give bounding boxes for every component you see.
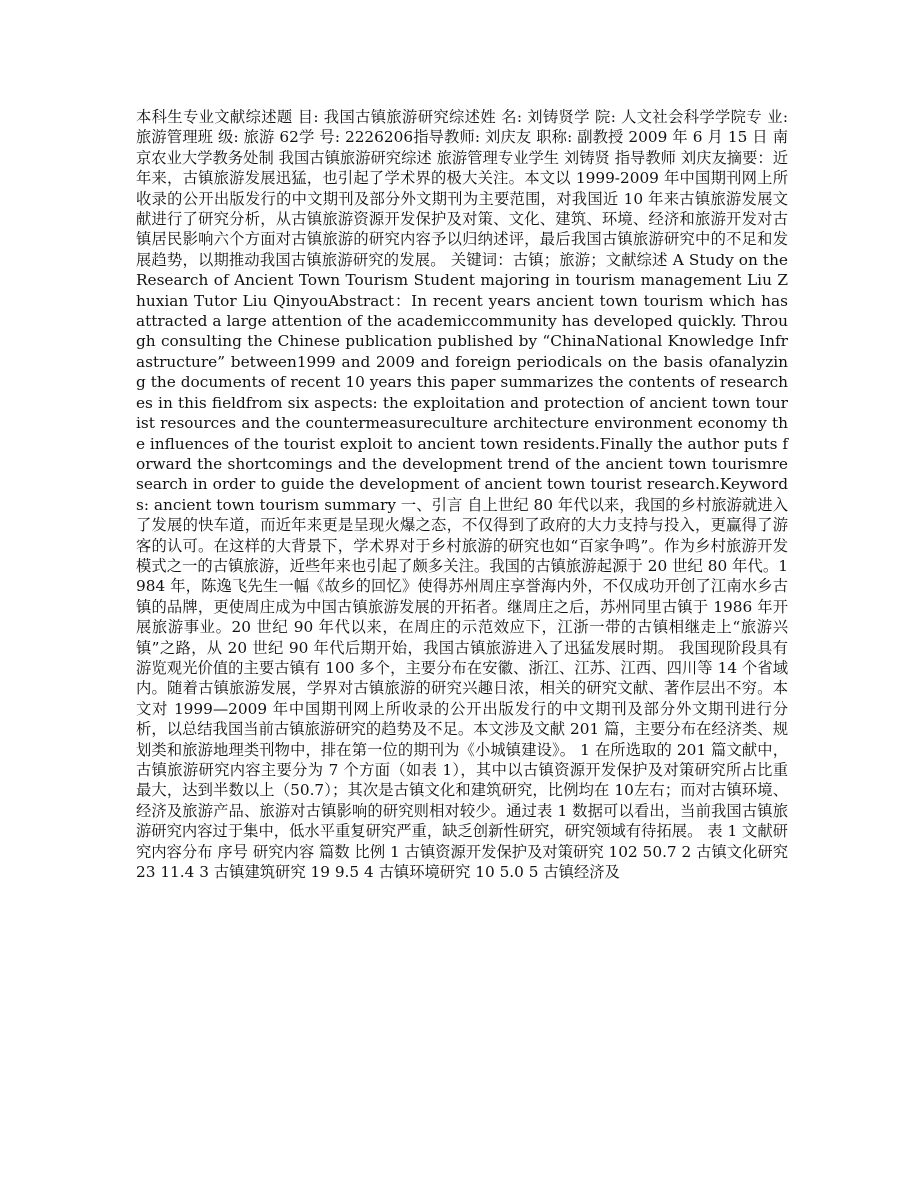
chinese-title: 我国古镇旅游研究综述 旅游管理专业学生 刘铸贤 指导教师 刘庆友 [278,148,727,167]
english-title: A Study on the Research of Ancient Town Tourism Student majoring in tourism management Liu Zhuxian Tutor Liu Qinyou [136,250,788,310]
english-abstract: Abstract：In recent years ancient town tourism which has attracted a large attention of the academiccommunity has developed quickly. Through consulting the Chinese publication published by “ChinaNational Knowledge Infrastructure” between1999 and 2009 and foreign periodicals on the basis ofanalyzing the documents of recent 10 years this paper summarizes the contents of researches in this fieldfrom six aspects: the exploitation and protection of ancient town tourist resources and the countermeasureculture architecture environment economy the influences of the tourist exploit to ancient town residents.Finally the author puts forward the shortcomings and the development trend of the ancient town tourismresearch in order to guide the development of ancient town tourist research. [136,291,788,494]
english-keywords: Keywords: ancient town tourism summary [136,475,788,514]
chinese-keywords: 关键词：古镇；旅游；文献综述 [450,250,668,269]
cover-info: 本科生专业文献综述题 目: 我国古镇旅游研究综述姓 名: 刘铸贤学 院: 人文社会科学学院专 业: 旅游管理班 级: 旅游 62学 号: 2226206指导教师: 刘庆友 职称: 副教授 2009 年 6 月 15 日 南京农业大学教务处制 [136,108,788,167]
document-body-text [136,107,788,882]
section-1-paragraph: 1 在所选取的 201 篇文献中，古镇旅游研究内容主要分为 7 个方面（如表 1），其中以古镇资源开发保护及对策研究所占比重最大，达到半数以上（50.7）；其次是古镇文化和建筑研究，比例均在 10左右；而对古镇环境、经济及旅游产品、旅游对古镇影响的研究则相对较少。通过表 1 数据可以看出，当前我国古镇旅游研究内容过于集中，低水平重复研究严重，缺乏创新性研究，研究领域有待拓展。 [136,740,788,841]
introduction-paragraph-1: 一、引言 自上世纪 80 年代以来，我国的乡村旅游就进入了发展的快车道，而近年来更是呈现火爆之态，不仅得到了政府的大力支持与投入，更赢得了游客的认可。在这样的大背景下，学术界对于乡村旅游的研究也如“百家争鸣”。作为乡村旅游开发模式之一的古镇旅游，近些年来也引起了颇多关注。我国的古镇旅游起源于 20 世纪 80 年代。1984 年，陈逸飞先生一幅《故乡的回忆》使得苏州周庄享誉海内外，不仅成功开创了江南水乡古镇的品牌，更使周庄成为中国古镇旅游发展的开拓者。继周庄之后，苏州同里古镇于 1986 年开展旅游事业。20 世纪 90 年代以来，在周庄的示范效应下，江浙一带的古镇相继走上“旅游兴镇”之路，从 20 世纪 90 年代后期开始，我国古镇旅游进入了迅猛发展时期。 [136,495,789,657]
introduction-paragraph-2: 我国现阶段具有游览观光价值的主要古镇有 100 多个，主要分布在安徽、浙江、江苏、江西、四川等 14 个省域内。随着古镇旅游发展，学界对古镇旅游的研究兴趣日浓，相关的研究文献、著作层出不穷。本文对 1999—2009 年中国期刊网上所收录的公开出版发行的中文期刊及部分外文期刊进行分析，以总结我国当前古镇旅游研究的趋势及不足。本文涉及文献 201 篇，主要分布在经济类、规划类和旅游地理类刊物中，排在第一位的期刊为《小城镇建设》。 [136,638,788,759]
table-1-text: 表 1 文献研究内容分布 序号 研究内容 篇数 比例 1 古镇资源开发保护及对策研究 102 50.7 2 古镇文化研究 23 11.4 3 古镇建筑研究 19 9.5 4 古镇环境研究 10 5.0 5 古镇经济及 [136,822,788,882]
chinese-abstract: 摘要：近年来，古镇旅游发展迅猛，也引起了学术界的极大关注。本文以 1999-2009 年中国期刊网上所收录的公开出版发行的中文期刊及部分外文期刊为主要范围，对我国近 10 年来古镇旅游发展文献进行了研究分析，从古镇旅游资源开发保护及对策、文化、建筑、环境、经济和旅游开发对古镇居民影响六个方面对古镇旅游的研究内容予以归纳述评，最后我国古镇旅游研究中的不足和发展趋势，以期推动我国古镇旅游研究的发展。 [136,148,788,269]
